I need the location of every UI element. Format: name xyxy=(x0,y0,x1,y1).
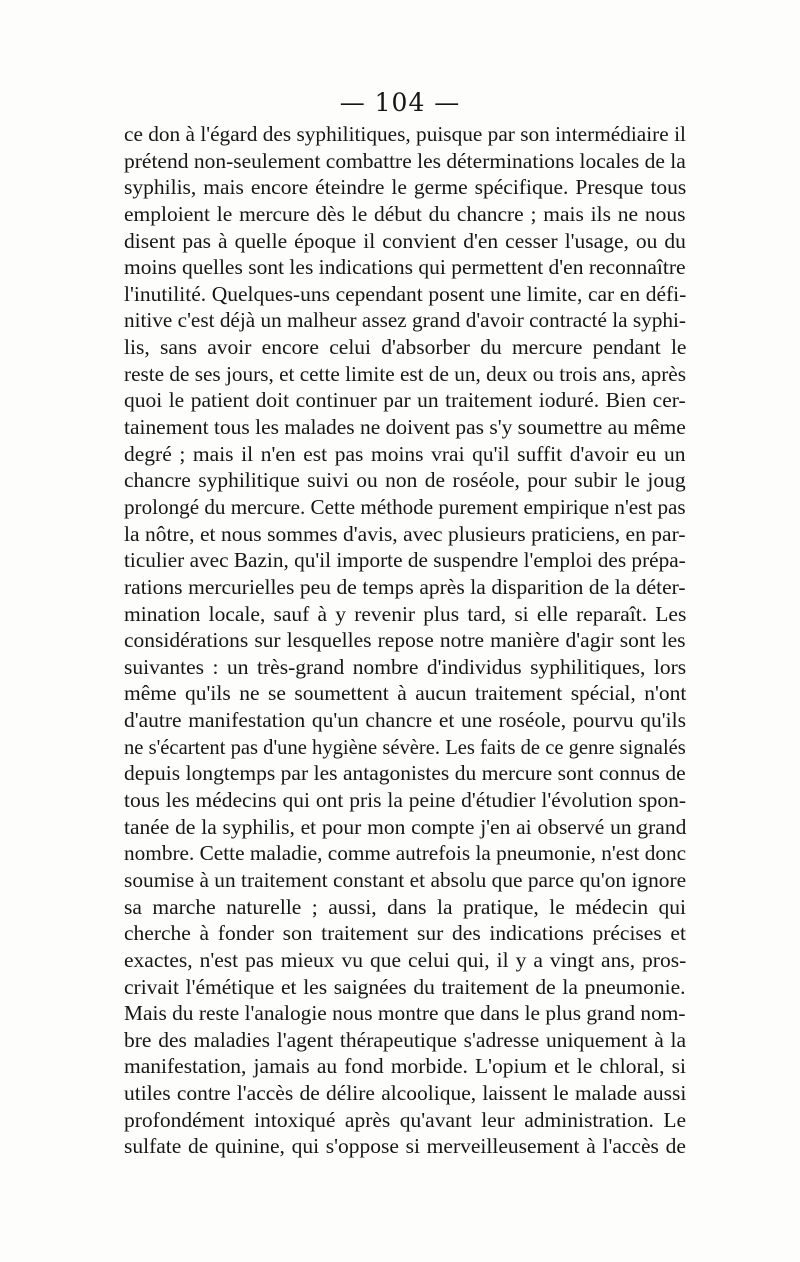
text-line: prétend non-seulement combattre les déterminations locales de la xyxy=(124,148,686,173)
text-line: utiles contre l'accès de délire alcoolique, laissent le malade aussi xyxy=(124,1081,687,1106)
text-line: même qu'ils ne se soumettent à aucun traitement spécial, n'ont xyxy=(124,681,687,706)
text-line: depuis longtemps par les antagonistes du mercure sont connus de xyxy=(124,761,686,786)
text-line: exactes, n'est pas mieux vu que celui qui, il y a vingt ans, pros- xyxy=(124,947,687,972)
text-line: nombre. Cette maladie, comme autrefois la pneumonie, n'est donc xyxy=(124,841,687,866)
text-line: la nôtre, et nous sommes d'avis, avec plusieurs praticiens, en par- xyxy=(124,521,686,546)
text-line: tainement tous les malades ne doivent pas s'y soumettre au même xyxy=(124,415,686,440)
text-line: sulfate de quinine, qui s'oppose si merveilleusement à l'accès de xyxy=(124,1134,686,1159)
text-line: syphilis, mais encore éteindre le germe spécifique. Presque tous xyxy=(124,175,687,200)
text-line: l'inutilité. Quelques-uns cependant posent une limite, car en défi- xyxy=(124,281,687,306)
text-line: moins quelles sont les indications qui permettent d'en reconnaître xyxy=(124,255,686,280)
text-line: rations mercurielles peu de temps après la disparition de la déter- xyxy=(124,574,686,599)
text-line: tous les médecins qui ont pris la peine d'étudier l'évolution spon- xyxy=(124,788,687,813)
body-text xyxy=(124,121,686,1160)
page-number: — 104 — xyxy=(339,88,461,117)
text-line: degré ; mais il n'en est pas moins vrai qu'il suffit d'avoir eu un xyxy=(124,441,686,466)
text-line: quoi le patient doit continuer par un traitement ioduré. Bien cer- xyxy=(124,388,686,413)
text-line: tanée de la syphilis, et pour mon compte j'en ai observé un grand xyxy=(124,814,687,839)
text-line: lis, sans avoir encore celui d'absorber du mercure pendant le xyxy=(124,335,687,360)
text-line: prolongé du mercure. Cette méthode purement empirique n'est pas xyxy=(124,494,686,519)
text-line: cherche à fonder son traitement sur des indications précises et xyxy=(124,921,686,946)
text-line: suivantes : un très-grand nombre d'individus syphilitiques, lors xyxy=(124,654,687,679)
text-line: ce don à l'égard des syphilitiques, puisque par son intermédiaire il xyxy=(124,122,686,146)
text-line: reste de ses jours, et cette limite est de un, deux ou trois ans, après xyxy=(124,361,686,386)
text-line: soumise à un traitement constant et absolu que parce qu'on ignore xyxy=(124,867,687,892)
text-line: nitive c'est déjà un malheur assez grand d'avoir contracté la syphi- xyxy=(124,308,686,333)
text-line: Mais du reste l'analogie nous montre que dans le plus grand nom- xyxy=(124,1001,686,1026)
text-line: considérations sur lesquelles repose notre manière d'agir sont les xyxy=(124,628,686,653)
text-line: disent pas à quelle époque il convient d'en cesser l'usage, ou du xyxy=(124,228,686,253)
text-line: manifestation, jamais au fond morbide. L'opium et le chloral, si xyxy=(124,1054,687,1079)
text-line: emploient le mercure dès le début du chancre ; mais ils ne nous xyxy=(124,201,686,226)
text-line: crivait l'émétique et les saignées du traitement de la pneumonie. xyxy=(124,974,686,999)
text-line: bre des maladies l'agent thérapeutique s'adresse uniquement à la xyxy=(124,1027,687,1052)
text-line: ne s'écartent pas d'une hygiène sévère. Les faits de ce genre signalés xyxy=(124,734,686,759)
text-line: sa marche naturelle ; aussi, dans la pratique, le médecin qui xyxy=(124,894,687,919)
text-line: mination locale, sauf à y revenir plus tard, si elle reparaît. Les xyxy=(124,601,687,626)
text-line: d'autre manifestation qu'un chancre et une roséole, pourvu qu'ils xyxy=(124,708,686,733)
text-line: chancre syphilitique suivi ou non de roséole, pour subir le joug xyxy=(124,468,686,493)
text-line: profondément intoxiqué après qu'avant leur administration. Le xyxy=(124,1107,687,1132)
text-line: ticulier avec Bazin, qu'il importe de suspendre l'emploi des prépa- xyxy=(124,548,686,573)
